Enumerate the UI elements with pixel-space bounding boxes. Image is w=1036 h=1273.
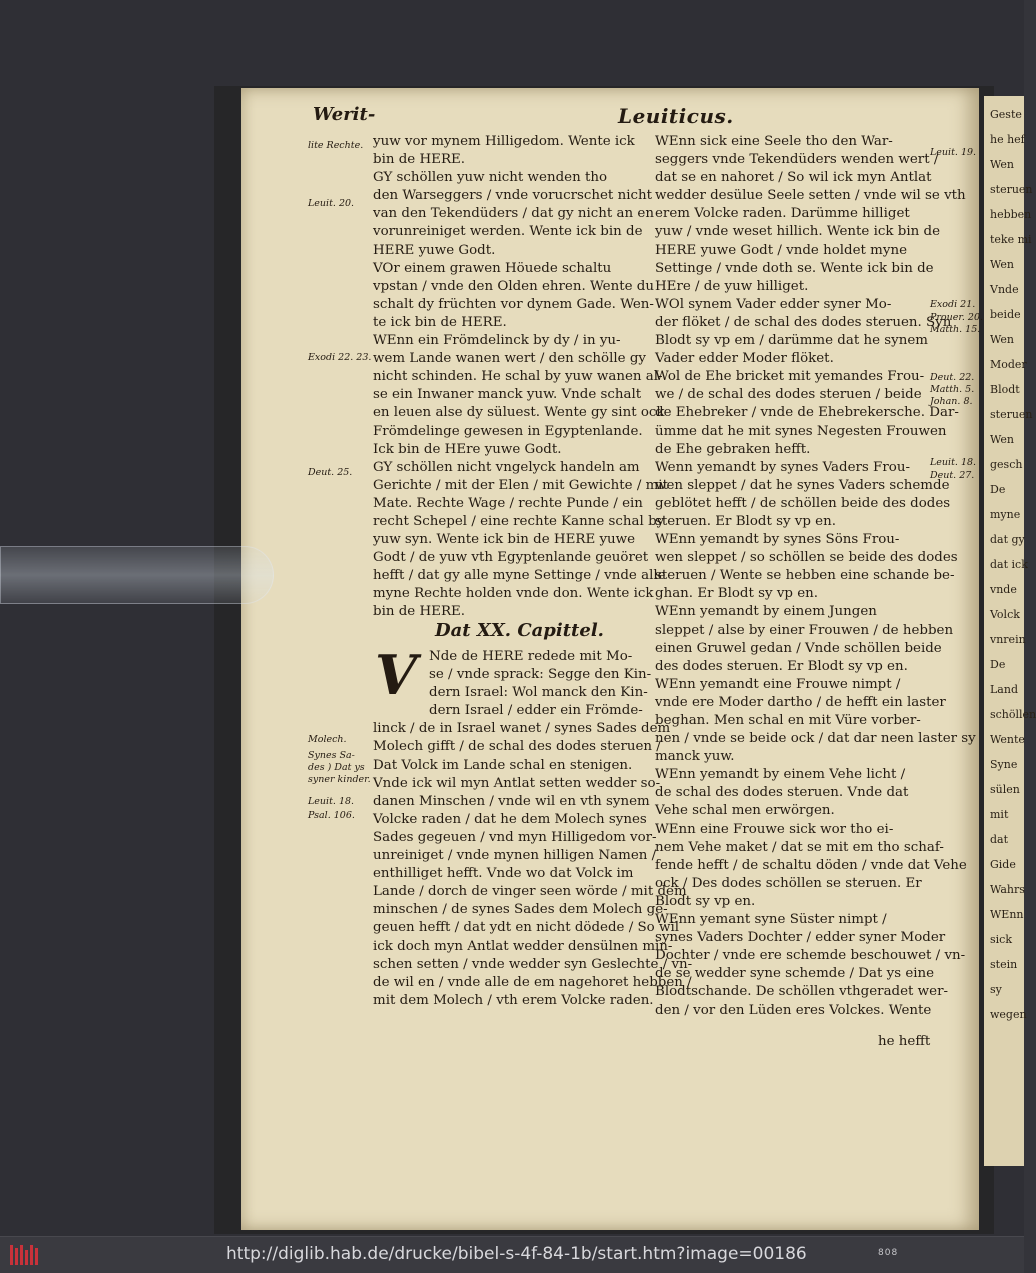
book-title: Leuiticus. [618,104,734,128]
margin-reference: lite Rechte. [308,140,364,151]
text-line: wedder desülue Seele setten / vnde wil se vth [655,188,966,204]
facing-page-fragment: he hef [990,133,1025,146]
text-line: nen / vnde se beide ock / dat dar neen laster sy [655,731,976,747]
margin-reference: Exodi 22. 23. [308,352,372,363]
text-line: Frömdelinge gewesen in Egyptenlande. [373,423,643,439]
margin-reference: Deut. 25. [308,467,353,478]
text-line: Mate. Rechte Wage / rechte Punde / ein [373,495,643,511]
text-line: en leuen alse dy süluest. Wente gy sint ock [373,405,665,421]
text-line: Vehe schal men erwörgen. [655,803,835,819]
text-line: den Warseggers / vnde vorucrschet nicht [373,188,652,204]
margin-reference: Deut. 22. [930,372,975,383]
text-line: de Ehebreker / vnde de Ehebrekersche. Dar- [655,405,959,421]
text-line: WOl synem Vader edder syner Mo- [655,296,892,312]
facing-page-fragment: teke mi [990,233,1032,246]
text-line: Ick bin de HEre yuwe Godt. [373,441,562,457]
text-line: Blodt sy vp en. [655,893,756,909]
text-line: geblötet hefft / de schöllen beide des dodes [655,495,951,511]
text-line: se ein Inwaner manck yuw. Vnde schalt [373,387,642,403]
text-line: van den Tekendüders / dat gy nicht an en [373,206,654,222]
text-line: Wenn yemandt by synes Vaders Frou- [655,459,910,475]
text-line: yuw / vnde weset hillich. Wente ick bin de [655,224,940,240]
margin-reference: Leuit. 19. [930,147,977,158]
facing-page-fragment: steruen [990,183,1033,196]
text-line: yuw vor mynem Hilligedom. Wente ick [373,134,635,149]
chapter-text-line: Vnde ick wil myn Antlat setten wedder so- [373,775,661,791]
text-line: de schal des dodes steruen. Vnde dat [655,785,909,801]
chapter-text-line: danen Minschen / vnde wil en vth synem [373,793,650,809]
chapter-text-line: Lande / dorch de vinger seen wörde / mit dem [373,884,687,900]
text-line: Dochter / vnde ere schemde beschouwet / vn- [655,948,966,964]
facing-page-fragment: Syne [990,758,1018,771]
text-line: wen sleppet / dat he synes Vaders schemde [655,477,950,493]
chapter-text-line: Volcke raden / dat he dem Molech synes [373,811,647,827]
text-line: Blodtschande. De schöllen vthgeradet wer- [655,984,948,1000]
text-line: manck yuw. [655,749,735,765]
facing-page-fragment: Wen [990,258,1015,271]
text-line: fende hefft / de schaltu döden / vnde dat Vehe [655,857,967,873]
text-line: WEnn eine Frouwe sick wor tho ei- [655,821,894,837]
facing-page-fragment: Wahrs [990,883,1025,896]
chapter-text-line: Molech gifft / de schal des dodes steruen / [373,739,661,755]
facing-page-fragment: stein [990,958,1018,971]
page-indicator: 808 [878,1248,899,1258]
facing-page-fragment: schöllen [990,708,1036,721]
text-line: wen sleppet / so schöllen se beide des dodes [655,550,958,566]
page-url[interactable]: http://diglib.hab.de/drucke/bibel-s-4f-84-1b/start.htm?image=00186 [226,1244,807,1264]
margin-reference: Leuit. 20. [308,198,355,209]
text-line: beghan. Men schal en mit Vüre vorber- [655,713,921,728]
margin-reference: Exodi 21. [930,299,976,310]
text-line: WEnn yemandt eine Frouwe nimpt / [655,676,901,692]
chapter-text-line: se / vnde sprack: Segge den Kin- [429,667,652,683]
text-line: recht Schepel / eine rechte Kanne schal by [373,513,665,529]
left-text-column [373,133,668,622]
text-line: Blodt sy vp em / darümme dat he synem [655,333,928,349]
facing-page-fragment: vnrein [990,633,1026,646]
margin-reference: Leuit. 18. [308,796,355,807]
margin-reference: Psal. 106. [308,810,355,821]
facing-page-fragment: Geste [990,108,1022,121]
text-line: sleppet / alse by einer Frouwen / de hebben [655,622,954,638]
text-line: de se wedder syne schemde / Dat ys eine [655,966,935,982]
page-clip [0,546,274,604]
chapter-text-line: linck / de in Israel wanet / synes Sades dem [373,721,671,737]
facing-page-fragment: Gide [990,858,1016,871]
text-line: de Ehe gebraken hefft. [655,441,811,457]
text-line: we / de schal des dodes steruen / beide [655,387,922,403]
text-line: vpstan / vnde den Olden ehren. Wente du [373,278,654,294]
chapter-text-line: Sades gegeuen / vnd myn Hilligedom vor- [373,829,657,845]
text-line: myne Rechte holden vnde don. Wente ick [373,586,654,602]
facing-page-fragment: De [990,658,1006,671]
facing-page-fragment: De [990,483,1006,496]
text-line: Gerichte / mit der Elen / mit Gewichte / mit [373,477,668,493]
chapter-text-line: mit dem Molech / vth erem Volcke raden. [373,992,654,1008]
facing-page-fragment: dat [990,833,1009,846]
chapter-text-line: enthilliget hefft. Vnde wo dat Volck im [373,866,634,882]
running-head-catchword: Werit- [313,104,376,125]
text-line: schalt dy früchten vor dynem Gade. Wen- [373,296,654,312]
chapter-text-line: unreiniget / vnde mynen hilligen Namen / [373,848,657,864]
text-line: GY schöllen nicht vngelyck handeln am [373,459,640,475]
facing-page-fragment: Wen [990,433,1015,446]
margin-reference: syner kinder. [308,774,371,785]
facing-page-fragment: mit [990,808,1009,821]
margin-reference: Synes Sa- [308,750,355,761]
facing-page-fragment: myne [990,508,1021,521]
text-line: te ick bin de HERE. [373,314,507,330]
chapter-text-line: Nde de HERE redede mit Mo- [429,649,633,664]
text-line: WEnn sick eine Seele tho den War- [655,134,893,149]
status-bar [0,1236,1024,1273]
facing-page-fragment: sick [990,933,1012,946]
facing-page-fragment: Vnde [990,283,1019,296]
margin-reference: Prouer. 20. [930,312,984,323]
text-line: bin de HERE. [373,604,466,620]
text-line: dat se en nahoret / So wil ick myn Antlat [655,170,932,186]
facing-page-fragment: Moder [990,358,1027,371]
chapter-heading: Dat XX. Capittel. [435,620,604,641]
facing-page-fragment: steruen [990,408,1033,421]
margin-reference: Matth. 15. [930,324,981,335]
text-line: nem Vehe maket / dat se mit em tho schaf- [655,839,944,855]
running-head [313,104,953,128]
chapter-text-line: de wil en / vnde alle de em nagehoret hebben / [373,974,692,990]
text-line: den / vor den Lüden eres Volckes. Wente [655,1002,932,1018]
text-line: Vader edder Moder flöket. [655,351,834,367]
margin-reference: Johan. 8. [930,396,973,407]
chapter-text-line: ick doch myn Antlat wedder densülnen min- [373,938,673,954]
text-line: bin de HERE. [373,152,466,168]
text-line: einen Gruwel gedan / Vnde schöllen beide [655,640,942,656]
text-line: HERE yuwe Godt / vnde holdet myne [655,242,907,258]
facing-page-fragment: vnde [990,583,1017,596]
text-line: HERE yuwe Godt. [373,242,496,258]
library-logo-icon [8,1243,40,1267]
text-line: WEnn yemant syne Süster nimpt / [655,912,887,928]
facing-page-fragment: dat gy [990,533,1025,546]
chapter-text-line: minschen / de synes Sades dem Molech ge- [373,902,668,918]
text-line: WEnn yemandt by einem Jungen [655,604,877,620]
text-line: Godt / de yuw vth Egyptenlande geuöret [373,550,649,566]
chapter-text-line: Dat Volck im Lande schal en stenigen. [373,757,633,773]
facing-page-fragment: sy [990,983,1002,996]
text-line: HEre / de yuw hilliget. [655,278,809,294]
margin-reference: Deut. 27. [930,470,975,481]
chapter-text-line: dern Israel / edder ein Frömde- [429,703,643,719]
text-line: WEnn yemandt by synes Söns Frou- [655,532,900,548]
text-line: ghan. Er Blodt sy vp en. [655,586,819,602]
facing-page-fragment: Blodt [990,383,1020,396]
text-line: wem Lande wanen wert / den schölle gy [373,351,646,367]
text-line: Settinge / vnde doth se. Wente ick bin de [655,260,934,276]
facing-page-fragment: Land [990,683,1018,696]
facing-page-fragment: Wente [990,733,1025,746]
facing-page-fragment: Wen [990,333,1015,346]
text-line: steruen / Wente se hebben eine schande be- [655,568,955,584]
text-line: nicht schinden. He schal by yuw wanen al- [373,369,663,385]
facing-page-fragment: wegen [990,1008,1027,1021]
chapter-text-column [373,643,693,1010]
margin-reference: Matth. 5. [930,384,975,395]
facing-page-edge [984,96,1036,1166]
margin-reference: Molech. [308,734,347,745]
text-line: synes Vaders Dochter / edder syner Moder [655,930,946,946]
chapter-text-line: dern Israel: Wol manck den Kin- [429,685,648,701]
catchword-bottom: he hefft [878,1034,931,1049]
text-line: vnde ere Moder dartho / de hefft ein laster [655,694,946,710]
text-line: Wol de Ehe bricket mit yemandes Frou- [655,369,925,385]
facing-page-fragment: beide [990,308,1021,321]
text-line: VOr einem grawen Höuede schaltu [373,260,612,276]
text-line: des dodes steruen. Er Blodt sy vp en. [655,658,908,674]
facing-page-fragment: hebben [990,208,1032,221]
text-line: seggers vnde Tekendüders wenden wert / [655,152,939,168]
margin-reference: Leuit. 18. [930,457,977,468]
text-line: erem Volcke raden. Darümme hilliget [655,206,910,222]
facing-page-fragment: Volck [990,608,1020,621]
text-line: ümme dat he mit synes Negesten Frouwen [655,423,947,439]
facing-page-fragment: gesch [990,458,1023,471]
facing-page-fragment: WEnn [990,908,1024,921]
text-line: hefft / dat gy alle myne Settinge / vnde alle [373,568,666,584]
text-line: GY schöllen yuw nicht wenden tho [373,170,608,186]
facing-page-fragment: Wen [990,158,1015,171]
text-line: WEnn yemandt by einem Vehe licht / [655,767,906,783]
text-line: der flöket / de schal des dodes steruen. Syn [655,314,952,330]
margin-reference: des ) Dat ys [308,762,365,773]
chapter-text-line: geuen hefft / dat ydt en nicht dödede / So wil [373,920,680,936]
facing-page-fragment: dat ick [990,558,1028,571]
drop-capital: V [375,643,417,707]
text-line: WEnn ein Frömdelinck by dy / in yu- [373,333,621,349]
text-line: steruen. Er Blodt sy vp en. [655,513,836,529]
text-line: yuw syn. Wente ick bin de HERE yuwe [373,532,636,548]
text-line: vorunreiniget werden. Wente ick bin de [373,224,643,240]
text-line: ock / Des dodes schöllen se steruen. Er [655,875,922,891]
chapter-text-line: schen setten / vnde wedder syn Geslechte / vn- [373,956,693,972]
facing-page-fragment: sülen [990,783,1020,796]
